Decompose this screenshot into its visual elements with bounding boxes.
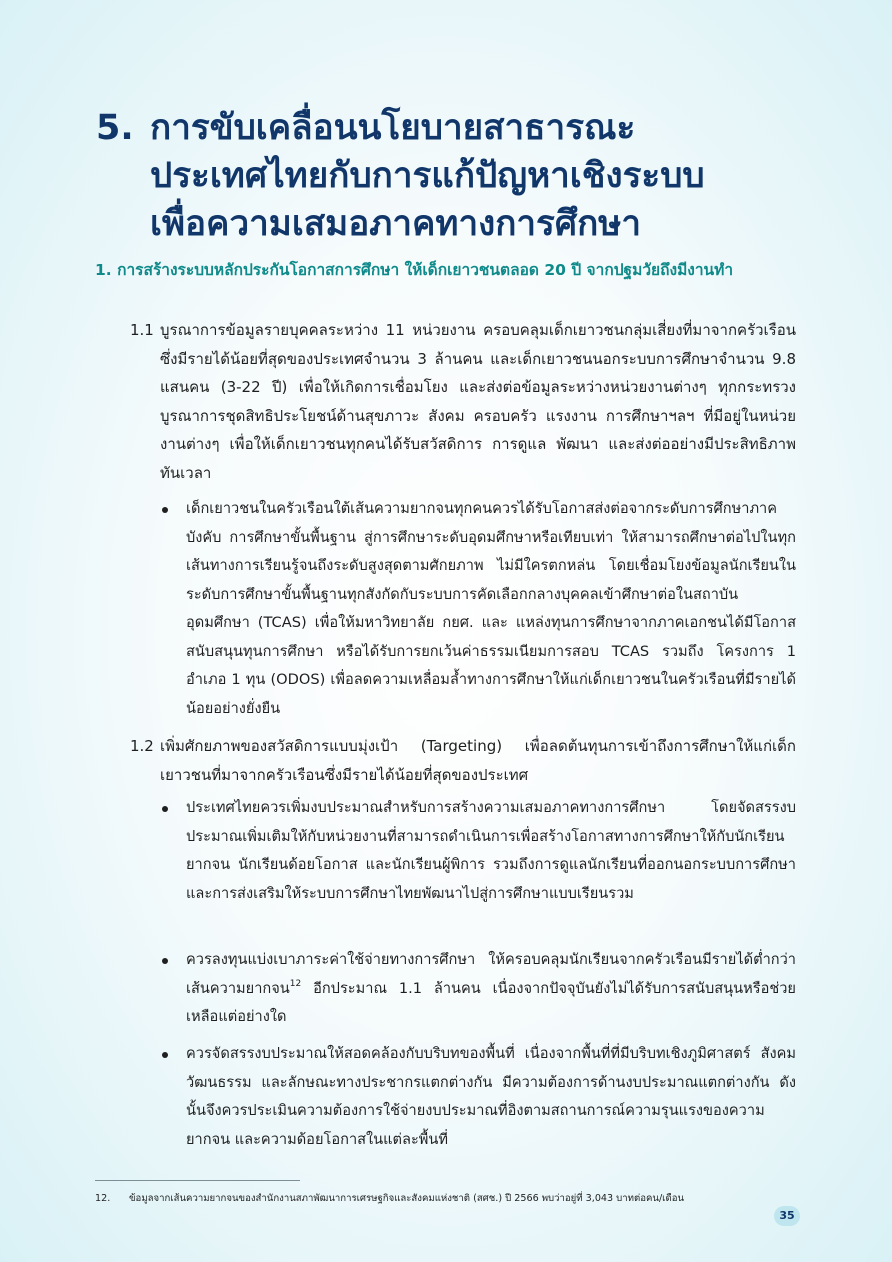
footnote-text: ข้อมูลจากเส้นความยากจนของสำนักงานสภาพัฒนาการเศรษฐกิจและสังคมแห่งชาติ (สศช.) ปี 2566 พบว่าอยู่ที่ 3,043 บาทต่อคน/เดือน (129, 1193, 685, 1204)
bullet-text: เด็กเยาวชนในครัวเรือนใต้เส้นความยากจนทุกคนควรได้รับโอกาสส่งต่อจากระดับการศึกษาภาคบังคับ การศึกษาขั้นพื้นฐาน สู่การศึกษาระดับอุดมศึกษาหรือเทียบเท่า ให้สามารถศึกษาต่อไปในทุกเส้นทางการเรียนรู้จนถึงระดับสูงสุดตามศักยภาพ ไม่มีใครตกหล่น โดยเชื่อมโยงข้อมูลนักเรียนในระดับการศึกษาขั้นพื้นฐานทุกสังกัดกับระบบการคัดเลือกกลางบุคคลเข้าศึกษาต่อในสถาบันอุดมศึกษา (TCAS) เพื่อให้มหาวิทยาลัย กยศ. และ แหล่งทุนการศึกษาจากภาคเอกชนได้มีโอกาสสนับสนุนทุนการศึกษา หรือได้รับการยกเว้นค่าธรรมเนียมการสอบ TCAS รวมถึง โครงการ 1 อำเภอ 1 ทุน (ODOS) เพื่อลดความเหลื่อมล้ำทางการศึกษาให้แก่เด็กเยาวชนในครัวเรือนที่มีรายได้น้อยอย่างยั่งยืน (186, 500, 796, 717)
chapter-title-line: ประเทศไทยกับการแก้ปัญหาเชิงระบบ (150, 156, 705, 196)
chapter-title (150, 104, 705, 248)
item-label: 1.1 (130, 321, 154, 339)
bullet-dot-icon (162, 806, 168, 812)
bullet-item (186, 495, 796, 723)
bullet-dot-icon (162, 958, 168, 964)
footnote (95, 1192, 795, 1206)
bullet-text: ควรจัดสรรงบประมาณให้สอดคล้องกับบริบทของพื้นที่ เนื่องจากพื้นที่ที่มีบริบทเชิงภูมิศาสตร์ สังคมวัฒนธรรม และลักษณะทางประชากรแตกต่างกัน มีความต้องการด้านงบประมาณแตกต่างกัน ดังนั้นจึงควรประเมินความต้องการใช้จ่ายงบประมาณที่อิงตามสถานการณ์ความรุนแรงของความยากจน และความด้อยโอกาสในแต่ละพื้นที่ (186, 1045, 796, 1148)
chapter-number: 5. (96, 108, 134, 148)
item-text: บูรณาการข้อมูลรายบุคคลระหว่าง 11 หน่วยงาน ครอบคลุมเด็กเยาวชนกลุ่มเสี่ยงที่มาจากครัวเรือนซึ่งมีรายได้น้อยที่สุดของประเทศจำนวน 3 ล้านคน และเด็กเยาวชนนอกระบบการศึกษาจำนวน 9.8 แสนคน (3-22 ปี) เพื่อให้เกิดการเชื่อมโยง และส่งต่อข้อมูลระหว่างหน่วยงานต่างๆ ทุกกระทรวง บูรณาการชุดสิทธิประโยชน์ด้านสุขภาวะ สังคม ครอบครัว แรงงาน การศึกษาฯลฯ ที่มีอยู่ในหน่วยงานต่างๆ เพื่อให้เด็กเยาวชนทุกคนได้รับสวัสดิการ การดูแล พัฒนา และส่งต่ออย่างมีประสิทธิภาพ ทันเวลา (160, 321, 796, 482)
item-label: 1.2 (130, 737, 154, 755)
footnote-ref: 12 (289, 978, 302, 989)
footnote-number: 12. (95, 1193, 111, 1204)
page-number: 35 (774, 1206, 800, 1226)
bullet-text: ควรลงทุนแบ่งเบาภาระค่าใช้จ่ายทางการศึกษา ให้ครอบคลุมนักเรียนจากครัวเรือนมีรายได้ต่ำกว่าเส้นความยากจน (186, 951, 796, 997)
chapter-title-line: เพื่อความเสมอภาคทางการศึกษา (150, 204, 641, 244)
chapter-title-line: การขับเคลื่อนนโยบายสาธารณะ (150, 108, 636, 148)
item-1-1 (130, 316, 796, 487)
bullet-text: ประเทศไทยควรเพิ่มงบประมาณสำหรับการสร้างความเสมอภาคทางการศึกษา โดยจัดสรรงบประมาณเพิ่มเติมให้กับหน่วยงานที่สามารถดำเนินการเพื่อสร้างโอกาสทางการศึกษาให้กับนักเรียนยากจน นักเรียนด้อยโอกาส และนักเรียนผู้พิการ รวมถึงการดูแลนักเรียนที่ออกนอกระบบการศึกษา และการส่งเสริมให้ระบบการศึกษาไทยพัฒนาไปสู่การศึกษาแบบเรียนรวม (186, 799, 796, 902)
chapter-heading (96, 104, 856, 248)
bullet-dot-icon (162, 507, 168, 513)
bullet-text-tail: อีกประมาณ 1.1 ล้านคน เนื่องจากปัจจุบันยังไม่ได้รับการสนับสนุนหรือช่วยเหลือแต่อย่างใด (186, 979, 796, 1025)
item-text: เพิ่มศักยภาพของสวัสดิการแบบมุ่งเป้า (Targeting) เพื่อลดต้นทุนการเข้าถึงการศึกษาให้แก่เด็กเยาวชนที่มาจากครัวเรือนซึ่งมีรายได้น้อยที่สุดของประเทศ (160, 737, 796, 784)
section-title: 1. การสร้างระบบหลักประกันโอกาสการศึกษา ให้เด็กเยาวชนตลอด 20 ปี จากปฐมวัยถึงมีงานทำ (95, 261, 734, 279)
bullet-dot-icon (162, 1052, 168, 1058)
item-1-2 (130, 732, 796, 789)
bullet-item (186, 1040, 796, 1154)
footnote-divider (95, 1180, 300, 1181)
bullet-item (186, 794, 796, 908)
bullet-item (186, 946, 796, 1032)
